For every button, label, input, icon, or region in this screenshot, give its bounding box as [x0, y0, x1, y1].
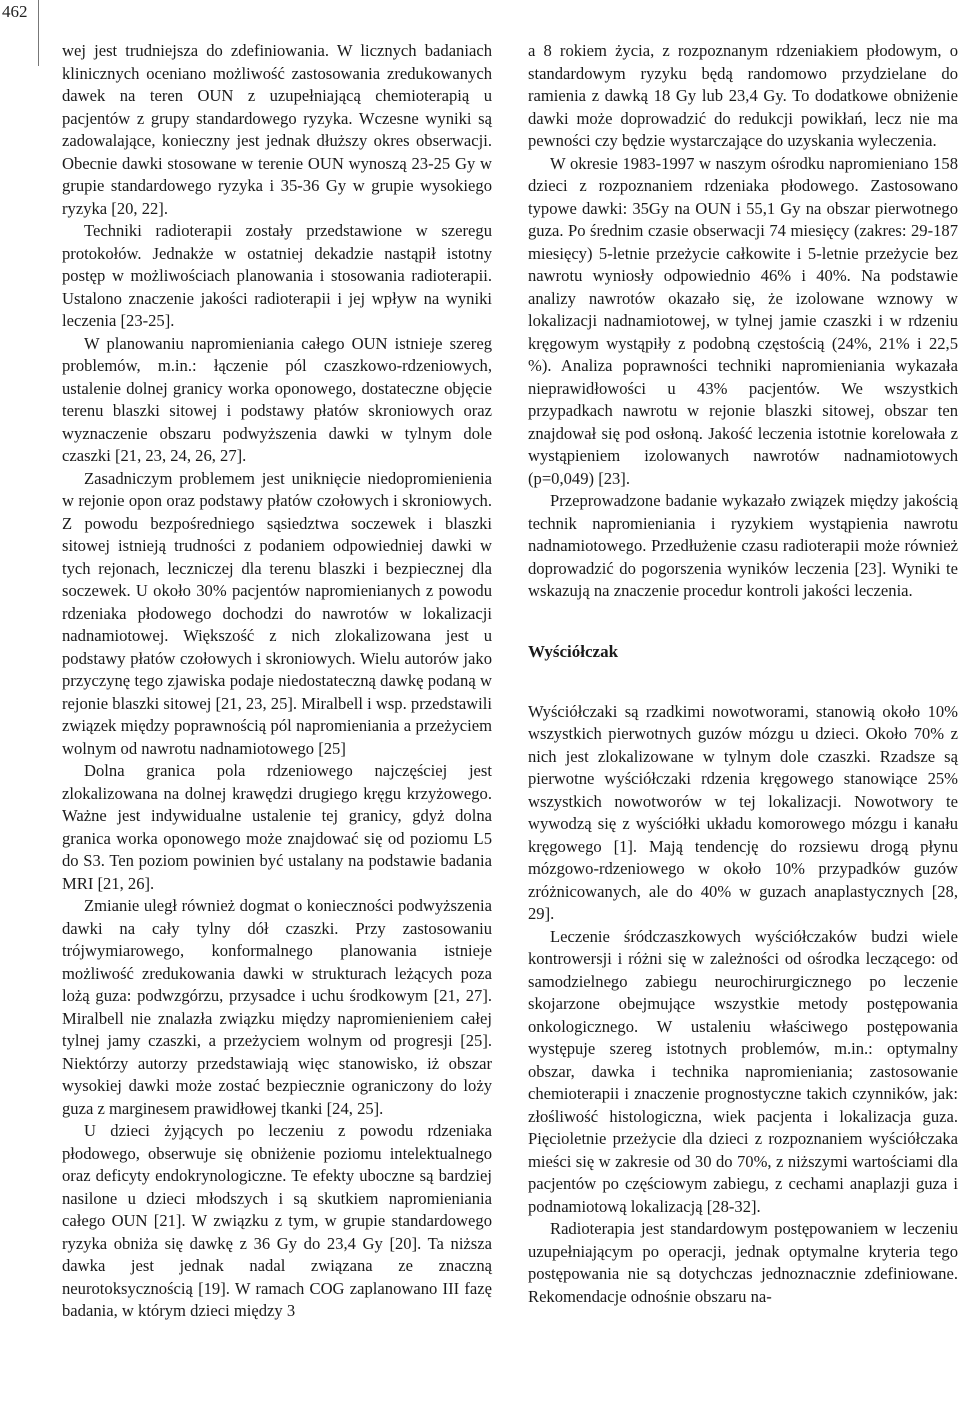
paragraph: U dzieci żyjących po leczeniu z powodu rdzeniaka płodowego, obserwuje się obniżenie poziomu intelektualnego oraz deficyty endokrynologiczne. Te efekty uboczne są bardziej nasilone u dzieci młodszych i są skutkiem napromieniania całego OUN [21]. W związku z tym, w grupie standardowego ryzyka obniża się dawkę z 36 Gy do 23,4 Gy [20]. Ta niższa dawka jest jednak nadal związana ze znaczną neurotoksycznością [19]. W ramach COG zaplanowano III fazę badania, w którym dzieci między 3: [62, 1121, 492, 1320]
paragraph: Dolna granica pola rdzeniowego najczęściej jest zlokalizowana na dolnej krawędzi drugiego kręgu krzyżowego. Ważne jest indywidualne ustalenie tej granicy, gdyż dolna granica worka oponowego może znajdować się od poziomu L5 do S3. Ten poziom powinien być ustalany na podstawie badania MRI [21, 26].: [62, 761, 492, 893]
paragraph: Wyściółczaki są rzadkimi nowotworami, stanowią około 10% wszystkich pierwotnych guzów mózgu u dzieci. Około 70% z nich jest zlokalizowane w tylnym dole czaszki. Rzadsze są pierwotne wyściółczaki rdzenia kręgowego stanowiące 25% wszystkich nowotworów w tej lokalizacji. Nowotwory te wywodzą się z wyściółki układu komorowego mózgu i kanału kręgowego [1]. Mają tendencję do rozsiewu drogą płynu mózgowo-rdzeniowego w około 10% przypadków guzów zróżnicowanych, ale do 40% w guzach anaplastycznych [28, 29].: [528, 701, 958, 923]
corner-rule: [38, 0, 39, 66]
paragraph: a 8 rokiem życia, z rozpoznanym rdzeniakiem płodowym, o standardowym ryzyku będą randomowo przydzielane do ramienia z dawką 18 Gy lub 23,4 Gy. To dodatkowe obniżenie dawki może doprowadzić do redukcji powikłań, lecz nie ma pewności czy będzie wystarczające do uzyskania wyleczenia.: [528, 41, 958, 150]
right-column: [528, 40, 958, 1308]
paragraph: Zasadniczym problemem jest uniknięcie niedopromienienia w rejonie opon oraz podstawy płatów czołowych i skroniowych. Z powodu bezpośredniego sąsiedztwa soczewek i blaszki sitowej istnieją trudności z podaniem odpowiedniej dawki w tych rejonach, leczniczej dla terenu blaszki i bezpiecznej dla soczewek. U około 30% pacjentów napromienianych z powodu rdzeniaka płodowego dochodzi do nawrotów w lokalizacji nadnamiotowej. Większość z nich zlokalizowana jest u podstawy płatów czołowych i skroniowych. Wielu autorów jako przyczynę tego zjawiska podaje niedostateczną dawkę podaną w rejonie blaszki sitowej [21, 23, 25]. Miralbell i wsp. przedstawili związek między poprawnością pól napromieniania a przeżyciem wolnym od nawrotu nadnamiotowego [25]: [62, 468, 492, 758]
paragraph: wej jest trudniejsza do zdefiniowania. W licznych badaniach klinicznych oceniano możliwość zastosowania zredukowanych dawek na teren OUN z uzupełniającą chemioterapią u pacjentów z grupy standardowego ryzyka. Wczesne wyniki są zadowalające, konieczny jest jednak dłuższy okres obserwacji. Obecnie dawki stosowane w terenie OUN wynoszą 23-25 Gy w grupie standardowego ryzyka i 35-36 Gy w grupie wysokiego ryzyka [20, 22].: [62, 41, 492, 218]
page-number: 462: [2, 2, 28, 21]
section-heading: Wyściółczak: [528, 641, 619, 661]
paragraph: Radioterapia jest standardowym postępowaniem w leczeniu uzupełniającym po operacji, jednak optymalne kryteria tego postępowania nie są dotychczas jednoznacznie zdefiniowane. Rekomendacje odnośnie obszaru na-: [528, 1219, 958, 1306]
paragraph: Leczenie śródczaszkowych wyściółczaków budzi wiele kontrowersji i różni się w zależności od ośrodka leczącego: od samodzielnego zabiegu neurochirurgicznego po leczenie skojarzone obejmujące wszystkie metody postępowania onkologicznego. W ustaleniu właściwego postępowania występuje szereg istotnych problemów, m.in.: optymalny obszar, dawka i technika napromieniania; zastosowanie chemioterapii i znaczenie prognostyczne takich czynników, jak: złośliwość histologiczna, wiek pacjenta i lokalizacja guza. Pięcioletnie przeżycie dla dzieci z rozpoznaniem wyściółczaka mieści się w zakresie od 30 do 70%, z niższymi wartościami dla pacjentów po częściowym zabiegu, z cechami anaplazji guza i podnamiotową lokalizacją [28-32].: [528, 926, 958, 1216]
paragraph: Techniki radioterapii zostały przedstawione w szeregu protokołów. Jednakże w ostatniej dekadzie nastąpił istotny postęp w możliwościach planowania i stosowania radioterapii. Ustalono znaczenie jakości radioterapii i jej wpływ na wyniki leczenia [23-25].: [62, 221, 492, 330]
paragraph: W planowaniu napromieniania całego OUN istnieje szereg problemów, m.in.: łączenie pól czaszkowo-rdzeniowych, ustalenie dolnej granicy worka oponowego, dostateczne objęcie terenu blaszki sitowej i podstawy płatów skroniowych oraz wyznaczenie obszaru podwyższenia dawki w tylnym dole czaszki [21, 23, 24, 26, 27].: [62, 333, 492, 465]
paragraph: Zmianie uległ również dogmat o konieczności podwyższenia dawki na cały tylny dół czaszki. Przy zastosowaniu trójwymiarowego, konformalnego planowania istnieje możliwość zredukowania dawki w strukturach leżących poza lożą guza: podwzgórzu, przysadce i uchu środkowym [21, 27]. Miralbell nie znalazła związku między napromienieniem całej tylnej jamy czaszki, a przeżyciem wolnym od progresji [25]. Niektórzy autorzy przedstawiają więc stanowisko, iż obszar wysokiej dawki może zostać bezpiecznie ograniczony do loży guza z marginesem prawidłowej tkanki [24, 25].: [62, 896, 492, 1118]
paragraph: Przeprowadzone badanie wykazało związek między jakością technik napromieniania i ryzykiem wystąpienia nawrotu nadnamiotowego. Przedłużenie czasu radioterapii może również doprowadzić do pogorszenia wyników leczenia [23]. Wyniki te wskazują na znaczenie procedur kontroli jakości leczenia.: [528, 491, 958, 600]
left-column: [62, 40, 492, 1323]
paragraph: W okresie 1983-1997 w naszym ośrodku napromieniano 158 dzieci z rozpoznaniem rdzeniaka płodowego. Zastosowano typowe dawki: 35Gy na OUN i 55,1 Gy na obszar pierwotnego guza. Po średnim czasie obserwacji 74 miesięcy (zakres: 29-187 miesięcy) 5-letnie przeżycie całkowite i 5-letnie przeżycie bez nawrotu wyniosły odpowiednio 46% i 40%. Na podstawie analizy nawrotów okazało się, że izolowane wznowy w lokalizacji nadnamiotowej, w tylnej jamie czaszki i w rdzeniu kręgowym wystąpiły z podobną częstością (24%, 21% i 22,5 %). Analiza poprawności techniki napromieniania wykazała nieprawidłowości u 43% pacjentów. We wszystkich przypadkach nawrotu w rejonie blaszki sitowej, obszar ten znajdował się pod osłoną. Jakość leczenia istotnie korelowała z wystąpieniem izolowanych nawrotów nadnamiotowych (p=0,049) [23].: [528, 153, 958, 488]
